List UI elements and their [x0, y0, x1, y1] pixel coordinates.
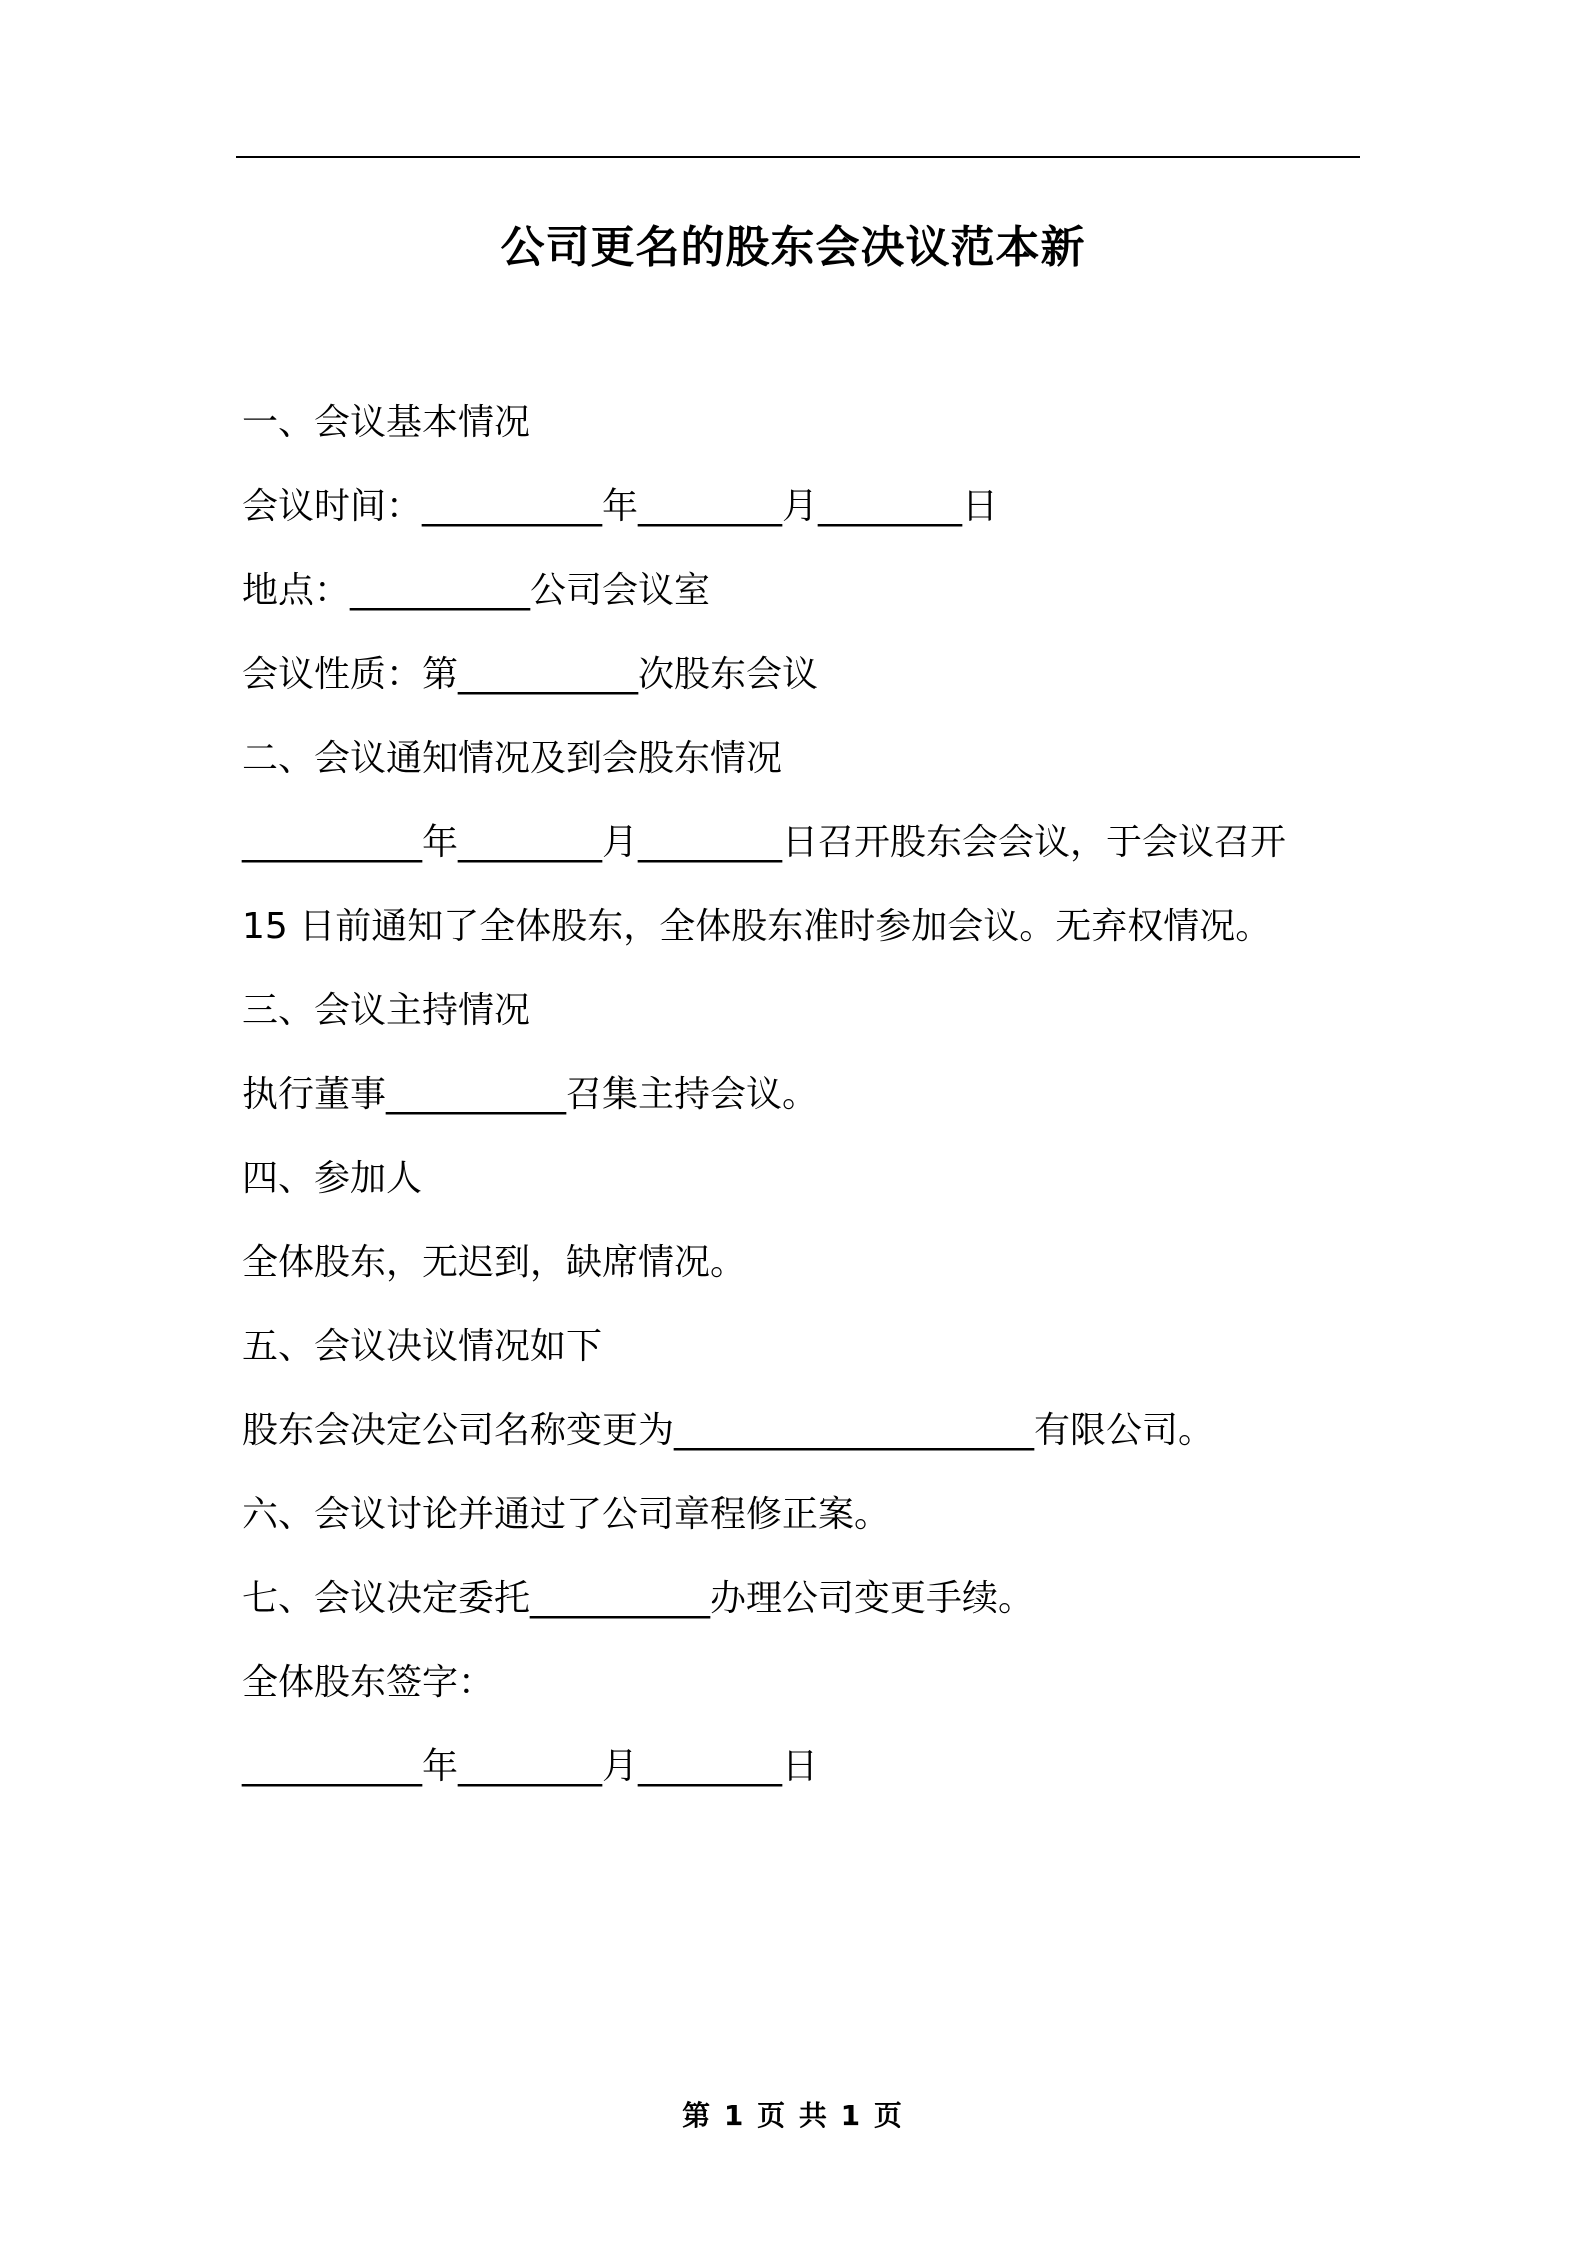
section-heading-notice: 二、会议通知情况及到会股东情况	[242, 738, 783, 779]
signature-date-line: __________年________月________日	[242, 1746, 818, 1787]
notice-paragraph-line-2: 15 日前通知了全体股东，全体股东准时参加会议。无弃权情况。	[242, 906, 1272, 947]
section-heading-attendees: 四、参加人	[242, 1158, 423, 1199]
meeting-location-line: 地点：__________公司会议室	[242, 570, 711, 611]
notice-paragraph-line-1: __________年________月________日召开股东会会议，于会议召开	[242, 822, 1287, 863]
page-number-footer: 第 1 页 共 1 页	[682, 2099, 904, 2132]
section-heading-host: 三、会议主持情况	[242, 990, 531, 1031]
section-heading-resolution: 五、会议决议情况如下	[242, 1326, 603, 1367]
section-heading-basic-info: 一、会议基本情况	[242, 402, 531, 443]
meeting-nature-line: 会议性质：第__________次股东会议	[242, 654, 819, 695]
document-body	[242, 402, 1362, 1830]
meeting-time-line: 会议时间：__________年________月________日	[242, 486, 999, 527]
section-articles-amendment: 六、会议讨论并通过了公司章程修正案。	[242, 1494, 891, 1535]
header-rule	[236, 156, 1360, 158]
document-title: 公司更名的股东会决议范本新	[500, 222, 1086, 273]
signature-label: 全体股东签字：	[242, 1662, 495, 1703]
resolution-rename-line: 股东会决定公司名称变更为____________________有限公司。	[242, 1410, 1215, 1451]
attendees-line: 全体股东，无迟到，缺席情况。	[242, 1242, 747, 1283]
host-line: 执行董事__________召集主持会议。	[242, 1074, 819, 1115]
section-entrust: 七、会议决定委托__________办理公司变更手续。	[242, 1578, 1035, 1619]
